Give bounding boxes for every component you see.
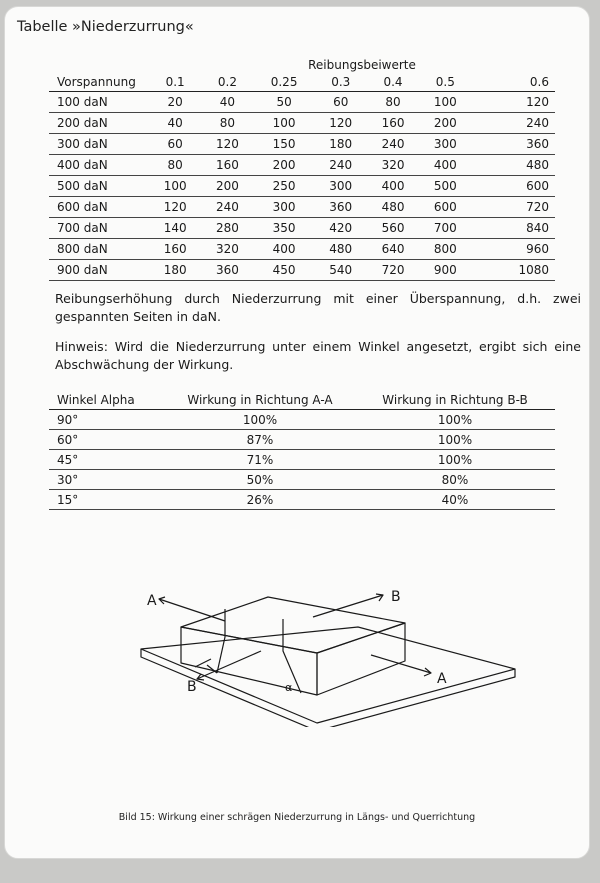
table-row: 90° 100% 100% xyxy=(49,410,555,430)
platform-edge xyxy=(141,649,515,727)
effect-a-header: Wirkung in Richtung A-A xyxy=(165,390,355,410)
table-row: 60° 87% 100% xyxy=(49,430,555,450)
arrow-a-left xyxy=(159,599,225,621)
column-header: 0.2 xyxy=(201,73,253,92)
table-row: 200 daN 40 80 100 120 160 200 240 xyxy=(49,113,555,134)
label-b-bottom: B xyxy=(187,679,197,695)
column-header: 0.4 xyxy=(367,73,419,92)
angle-header: Winkel Alpha xyxy=(49,390,165,410)
strap-anchor-left xyxy=(195,659,217,673)
figure-caption: Bild 15: Wirkung einer schrägen Niederzurrung in Längs- und Querrichtung xyxy=(118,812,476,823)
column-header: 0.1 xyxy=(149,73,201,92)
arrow-b-right xyxy=(313,595,383,617)
load-box-top xyxy=(181,597,405,653)
column-header: 0.5 xyxy=(419,73,471,92)
table-row: 100 daN 20 40 50 60 80 100 120 xyxy=(49,92,555,113)
effect-b-header: Wirkung in Richtung B-B xyxy=(355,390,555,410)
friction-note-paragraph: Reibungserhöhung durch Niederzurrung mit einer Überspannung, d.h. zwei gespannten Seiten in daN. xyxy=(55,291,581,324)
table-row: 700 daN 140 280 350 420 560 700 840 xyxy=(49,218,555,239)
table-row: 500 daN 100 200 250 300 400 500 600 xyxy=(49,176,555,197)
column-header: 0.3 xyxy=(315,73,367,92)
arrow-b-right-head xyxy=(376,594,383,601)
label-a-top: A xyxy=(147,593,157,609)
label-b-top: B xyxy=(391,589,401,605)
label-a-bottom: A xyxy=(437,671,447,687)
table-row: 400 daN 80 160 200 240 320 400 480 xyxy=(49,155,555,176)
friction-group-header: Reibungsbeiwerte xyxy=(308,58,416,72)
angle-effect-table xyxy=(49,390,555,510)
friction-table xyxy=(49,57,555,281)
platform-plate xyxy=(141,627,515,723)
table-row: 800 daN 160 320 400 480 640 800 960 xyxy=(49,239,555,260)
column-header: 0.25 xyxy=(254,73,315,92)
table-row: 30° 50% 80% xyxy=(49,470,555,490)
table-row: 900 daN 180 360 450 540 720 900 1080 xyxy=(49,260,555,281)
page-title: Tabelle »Niederzurrung« xyxy=(17,19,194,35)
table-row: 600 daN 120 240 300 360 480 600 720 xyxy=(49,197,555,218)
load-box-front xyxy=(181,627,317,695)
lashing-diagram xyxy=(133,577,533,727)
angle-hint-paragraph: Hinweis: Wird die Niederzurrung unter einem Winkel angesetzt, ergibt sich eine Abschwächung der Wirkung. xyxy=(55,339,581,372)
label-alpha: α xyxy=(285,681,293,694)
table-row: 300 daN 60 120 150 180 240 300 360 xyxy=(49,134,555,155)
load-box-side xyxy=(317,623,405,695)
document-page xyxy=(4,6,590,859)
column-header: 0.6 xyxy=(471,73,555,92)
table-row: 45° 71% 100% xyxy=(49,450,555,470)
pretension-header: Vorspannung xyxy=(49,73,149,92)
table-row: 15° 26% 40% xyxy=(49,490,555,510)
